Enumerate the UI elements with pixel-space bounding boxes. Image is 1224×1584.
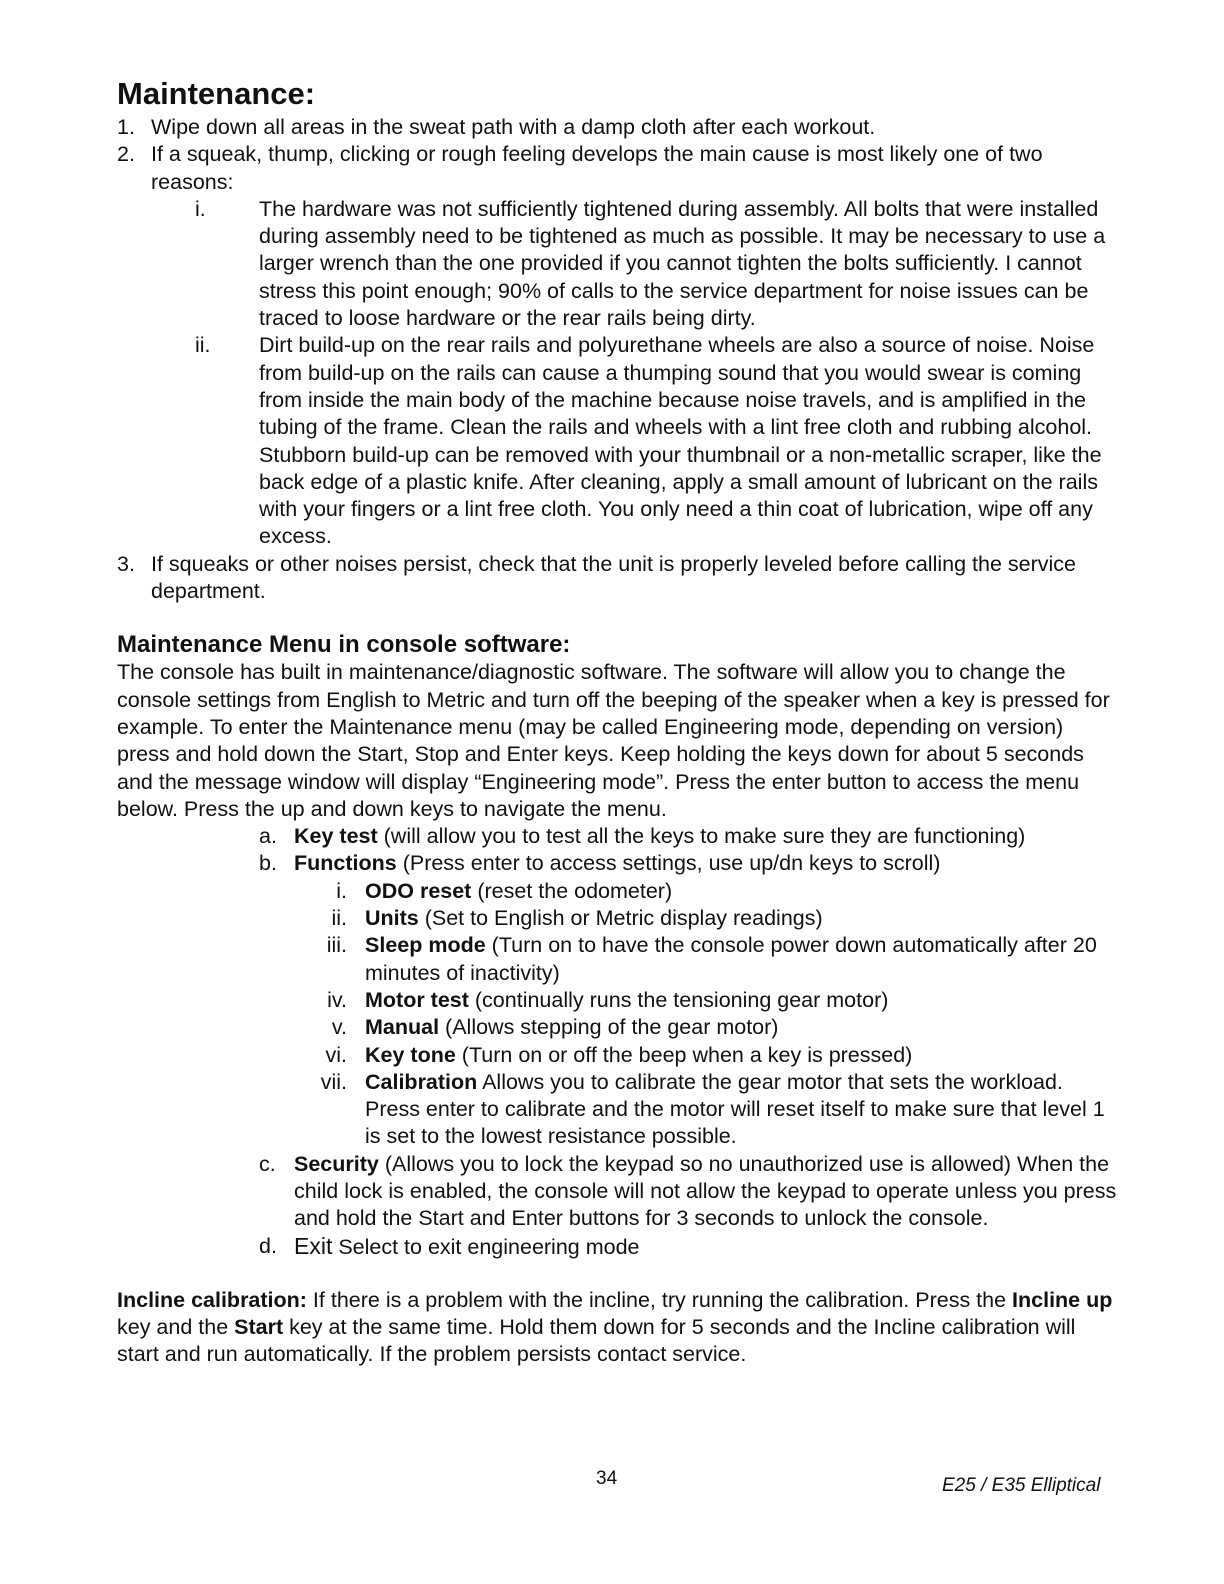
page-number: 34: [596, 1468, 618, 1489]
menu-item-text: (will allow you to test all the keys to make sure they are functioning): [377, 824, 1026, 849]
function-item: [117, 1014, 1117, 1041]
function-text: (Allows stepping of the gear motor): [439, 1015, 779, 1040]
list-marker: ii.: [331, 906, 347, 931]
list-text: Dirt build-up on the rear rails and polyurethane wheels are also a source of noise. Noise from build-up on the rails can cause a thumping sound that you would swear is coming from inside the main body of the machine because noise travels, and is amplified in the tubing of the frame. Clean the rails and wheels with a lint free cloth and rubbing alcohol. Stubborn build-up can be removed with your thumbnail or a non-metallic scraper, like the back edge of a plastic knife. After cleaning, apply a small amount of lubricant on the rails with your fingers or a lint free cloth. You only need a thin coat of lubrication, wipe off any excess.: [259, 333, 1102, 549]
incline-calibration-paragraph: [117, 1287, 1117, 1369]
menu-item-key-test: [117, 823, 1117, 850]
menu-item-label: Functions: [294, 851, 397, 876]
menu-item-text: (Allows you to lock the keypad so no unauthorized use is allowed) When the child lock is enabled, the console will not allow the keypad to operate unless you press and hold the Start and Enter buttons for 3 seconds to unlock the console.: [294, 1151, 1117, 1231]
incline-label: Incline calibration:: [117, 1287, 307, 1312]
function-label: ODO reset: [365, 878, 472, 903]
list-text: If a squeak, thump, clicking or rough feeling develops the main cause is most likely one of two reasons:: [151, 142, 1043, 194]
function-label: Sleep mode: [365, 933, 486, 958]
function-item: [117, 1042, 1117, 1069]
list-marker: i.: [336, 878, 347, 903]
function-text: (reset the odometer): [471, 878, 673, 903]
list-marker: iii.: [326, 933, 347, 958]
menu-item-text: (Press enter to access settings, use up/dn keys to scroll): [396, 851, 941, 876]
function-text: (continually runs the tensioning gear motor): [468, 987, 889, 1012]
menu-item-text: Select to exit engineering mode: [332, 1234, 640, 1259]
reason-item: [117, 196, 1117, 332]
list-marker: b.: [259, 851, 277, 876]
function-item: [117, 1069, 1117, 1151]
list-text: Wipe down all areas in the sweat path with a damp cloth after each workout.: [151, 115, 876, 139]
list-item: [117, 551, 1117, 606]
list-marker: c.: [259, 1151, 276, 1176]
function-text: (Turn on or off the beep when a key is pressed): [455, 1042, 913, 1067]
manual-page: [117, 76, 1117, 1369]
menu-item-label: Security: [294, 1151, 379, 1176]
menu-item-functions: [117, 850, 1117, 877]
function-label: Motor test: [365, 987, 469, 1012]
function-text: (Turn on to have the console power down automatically after 20 minutes of inactivity): [365, 933, 1097, 985]
incline-text: key and the: [117, 1315, 235, 1340]
function-item: [117, 987, 1117, 1014]
list-marker: vii.: [320, 1069, 347, 1094]
menu-heading: Maintenance Menu in console software:: [117, 631, 571, 659]
menu-item-label: Exit: [294, 1232, 333, 1259]
function-text: (Set to English or Metric display readings): [418, 906, 823, 931]
list-item: [117, 114, 1117, 141]
incline-up-key: Incline up: [1012, 1287, 1113, 1312]
list-marker: vi.: [325, 1042, 347, 1067]
list-marker: v.: [331, 1015, 347, 1040]
function-item: [117, 905, 1117, 932]
menu-item-security: [117, 1151, 1117, 1233]
incline-text: If there is a problem with the incline, try running the calibration. Press the: [306, 1287, 1013, 1312]
list-marker: iv.: [327, 987, 347, 1012]
menu-item-label: Key test: [294, 824, 378, 849]
list-marker: 1.: [117, 115, 135, 139]
function-text: Allows you to calibrate the gear motor that sets the workload. Press enter to calibrate and the motor will reset itself to make sure that level 1 is set to the lowest resistance possible.: [365, 1069, 1105, 1149]
list-marker: d.: [259, 1233, 277, 1258]
list-text: The hardware was not sufficiently tightened during assembly. All bolts that were installed during assembly need to be tightened as much as possible. It may be necessary to use a larger wrench than the one provided if you cannot tighten the bolts sufficiently. I cannot stress this point enough; 90% of calls to the service department for noise issues can be traced to loose hardware or the rear rails being dirty.: [259, 196, 1106, 331]
function-label: Calibration: [365, 1069, 478, 1094]
function-label: Key tone: [365, 1042, 456, 1067]
list-text: If squeaks or other noises persist, check that the unit is properly leveled before calling the service department.: [151, 551, 1076, 604]
reason-item: [117, 332, 1117, 550]
list-marker: ii.: [195, 333, 211, 358]
product-footer: E25 / E35 Elliptical: [942, 1475, 1101, 1496]
function-item: [117, 932, 1117, 987]
function-label: Manual: [365, 1015, 440, 1040]
list-marker: i.: [195, 196, 206, 221]
menu-intro: The console has built in maintenance/diagnostic software. The software will allow you to change the console settings from English to Metric and turn off the beeping of the speaker when a key is pressed for example. To enter the Maintenance menu (may be called Engineering mode, depending on version) press and hold down the Start, Stop and Enter keys. Keep holding the keys down for about 5 seconds and the message window will display “Engineering mode”. Press the enter button to access the menu below. Press the up and down keys to navigate the menu.: [117, 660, 1110, 821]
start-key: Start: [234, 1315, 284, 1340]
menu-item-exit: [117, 1233, 1117, 1261]
list-item: [117, 141, 1117, 196]
function-label: Units: [365, 906, 419, 931]
list-marker: a.: [259, 824, 277, 849]
incline-text: key at the same time. Hold them down for 5 seconds and the Incline calibration will start and run automatically. If the problem persists contact service.: [117, 1315, 1076, 1367]
list-marker: 2.: [117, 142, 135, 167]
function-item: [117, 878, 1117, 905]
list-marker: 3.: [117, 551, 135, 576]
maintenance-heading: Maintenance:: [117, 76, 316, 111]
